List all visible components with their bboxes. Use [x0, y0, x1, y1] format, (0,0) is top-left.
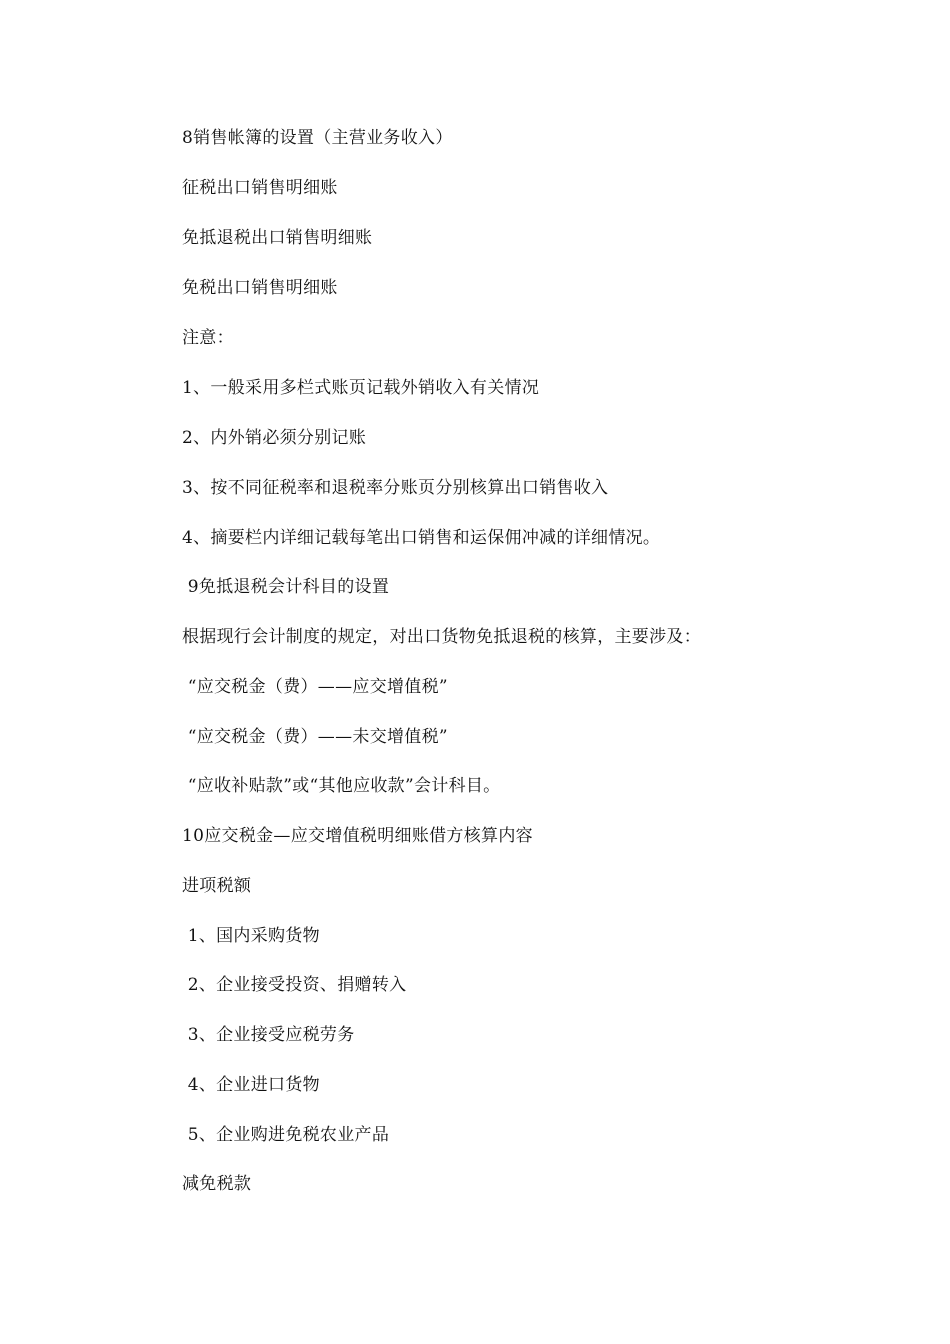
heading-sales-ledger-setup: 8销售帐簿的设置（主营业务收入）: [182, 128, 453, 148]
list-item: 2、企业接受投资、捐赠转入: [182, 975, 407, 995]
section-label: 减免税款: [182, 1174, 252, 1194]
list-item: 5、企业购进免税农业产品: [182, 1125, 390, 1145]
list-item: 4、企业进口货物: [182, 1075, 320, 1095]
text-line: 免税出口销售明细账: [182, 278, 338, 298]
list-item: “应交税金（费）——应交增值税”: [182, 677, 448, 697]
section-label: 进项税额: [182, 876, 252, 896]
text-line: 征税出口销售明细账: [182, 178, 338, 198]
list-item: 4、摘要栏内详细记载每笔出口销售和运保佣冲减的详细情况。: [182, 528, 661, 548]
text-line: 根据现行会计制度的规定，对出口货物免抵退税的核算，主要涉及：: [182, 627, 701, 647]
text-line: 免抵退税出口销售明细账: [182, 228, 373, 248]
heading-accounting-subjects: 9免抵退税会计科目的设置: [182, 577, 390, 597]
list-item: 1、一般采用多栏式账页记载外销收入有关情况: [182, 378, 540, 398]
list-item: 3、按不同征税率和退税率分账页分别核算出口销售收入: [182, 478, 609, 498]
list-item: 1、国内采购货物: [182, 926, 320, 946]
note-label: 注意：: [182, 328, 234, 348]
list-item: 3、企业接受应税劳务: [182, 1025, 355, 1045]
heading-vat-debit-contents: 10应交税金—应交增值税明细账借方核算内容: [182, 826, 533, 846]
list-item: 2、内外销必须分别记账: [182, 428, 367, 448]
list-item: “应交税金（费）——未交增值税”: [182, 727, 448, 747]
list-item: “应收补贴款”或“其他应收款”会计科目。: [182, 776, 501, 796]
